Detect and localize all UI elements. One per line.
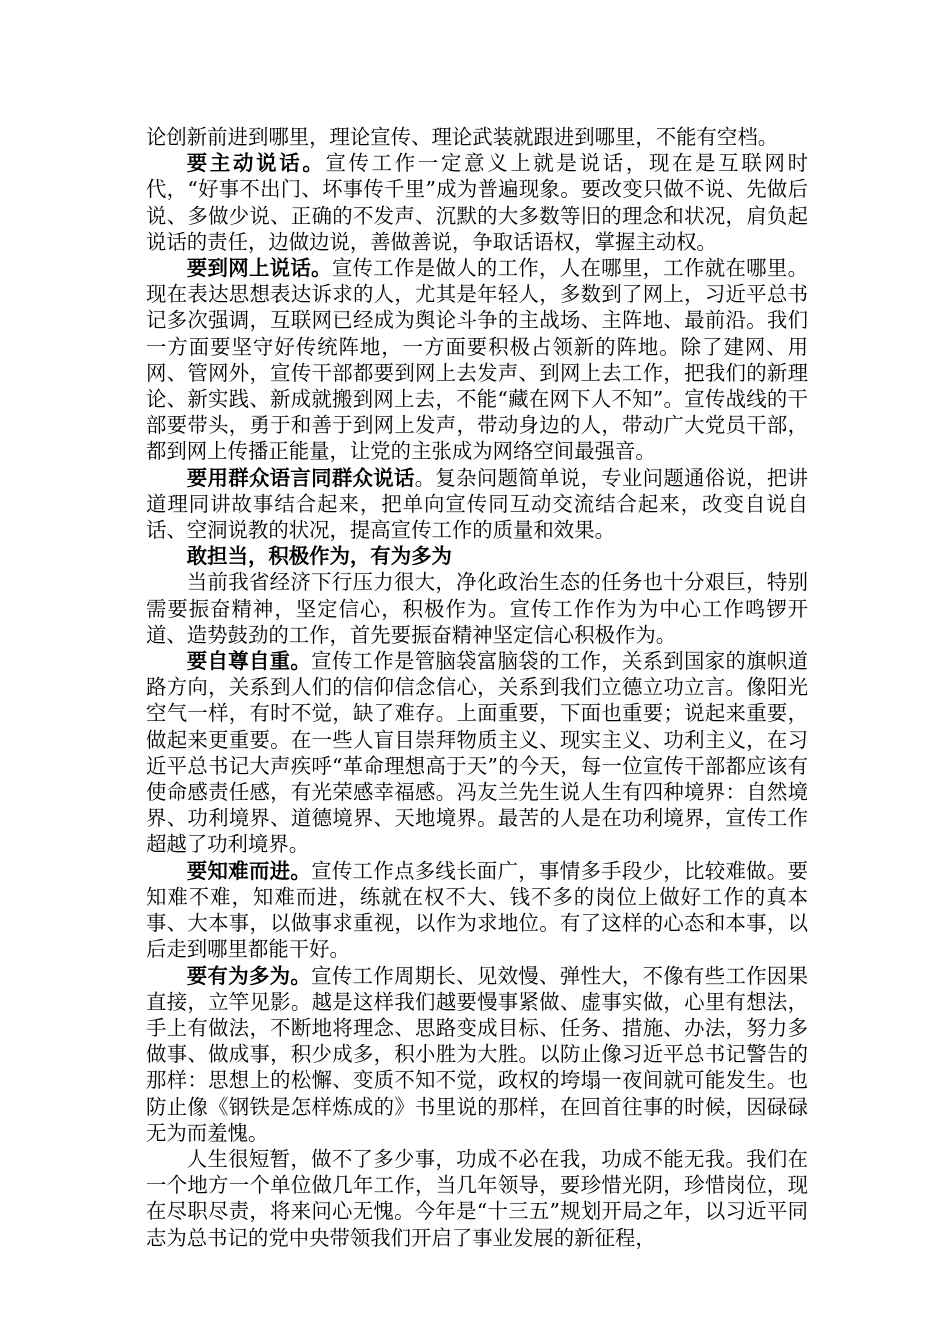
document-body <box>146 124 808 1251</box>
paragraph-6-text: 宣传工作是管脑袋富脑袋的工作，关系到国家的旗帜道路方向，关系到人们的信仰信念信心，关系到我们立德立功立言。像阳光空气一样，有时不觉，缺了难存。上面重要，下面也重要；说起来重要，做起来更重要。在一些人盲目崇拜物质主义、现实主义、功利主义，在习近平总书记大声疾呼“革命理想高于天”的今天，每一位宣传干部都应该有使命感责任感，有光荣感幸福感。冯友兰先生说人生有四种境界：自然境界、功利境界、道德境界、天地境界。最苦的人是在功利境界，宣传工作超越了功利境界。 <box>146 649 809 857</box>
section-heading <box>146 543 808 569</box>
paragraph-1 <box>146 124 808 150</box>
paragraph-4-lead: 要用群众语言同群众说话 <box>186 465 415 490</box>
paragraph-7 <box>146 858 808 963</box>
paragraph-3-lead: 要到网上说话。 <box>186 256 332 281</box>
paragraph-2 <box>146 150 808 255</box>
paragraph-8-lead: 要有为多为。 <box>186 963 312 988</box>
paragraph-7-text: 宣传工作点多线长面广，事情多手段少，比较难做。要知难不难，知难而进，练就在权不大、钱不多的岗位上做好工作的真本事、大本事，以做事求重视，以作为求地位。有了这样的心态和本事，以后走到哪里都能干好。 <box>146 858 809 962</box>
section-heading-text: 敢担当，积极作为，有为多为 <box>186 544 452 569</box>
paragraph-4 <box>146 465 808 544</box>
paragraph-4-text: 。复杂问题简单说，专业问题通俗说，把讲道理同讲故事结合起来，把单向宣传同互动交流结合起来，改变自说自话、空洞说教的状况，提高宣传工作的质量和效果。 <box>146 465 809 543</box>
paragraph-2-text: 宣传工作一定意义上就是说话，现在是互联网时代，“好事不出门、坏事传千里”成为普遍现象。要改变只做不说、先做后说、多做少说、正确的不发声、沉默的大多数等旧的理念和状况，肩负起说话的责任，边做边说，善做善说，争取话语权，掌握主动权。 <box>146 151 809 254</box>
paragraph-3 <box>146 255 808 465</box>
paragraph-1-text: 论创新前进到哪里，理论宣传、理论武装就跟进到哪里，不能有空档。 <box>146 125 779 149</box>
paragraph-8-text: 宣传工作周期长、见效慢、弹性大，不像有些工作因果直接，立竿见影。越是这样我们越要慢事紧做、虚事实做，心里有想法，手上有做法，不断地将理念、思路变成目标、任务、措施、办法，努力多做事、做成事，积少成多，积小胜为大胜。以防止像习近平总书记警告的那样：思想上的松懈、变质不知不觉，政权的垮塌一夜间就可能发生。也防止像《钢铁是怎样炼成的》书里说的那样，在回首往事的时候，因碌碌无为而羞愧。 <box>146 963 809 1145</box>
paragraph-7-lead: 要知难而进。 <box>186 858 312 883</box>
paragraph-6 <box>146 648 808 858</box>
paragraph-5-text: 当前我省经济下行压力很大，净化政治生态的任务也十分艰巨，特别需要振奋精神，坚定信心，积极作为。宣传工作作为为中心工作鸣锣开道、造势鼓劲的工作，首先要振奋精神坚定信心积极作为。 <box>146 570 808 647</box>
paragraph-5 <box>146 569 808 648</box>
paragraph-9 <box>146 1146 808 1251</box>
paragraph-3-text: 宣传工作是做人的工作，人在哪里，工作就在哪里。现在表达思想表达诉求的人，尤其是年轻人，多数到了网上，习近平总书记多次强调，互联网已经成为舆论斗争的主战场、主阵地、最前沿。我们一方面要坚守好传统阵地，一方面要积极占领新的阵地。除了建网、用网、管网外，宣传干部都要到网上去发声、到网上去工作，把我们的新理论、新实践、新成就搬到网上去，不能“藏在网下人不知”。宣传战线的干部要带头，勇于和善于到网上发声，带动身边的人，带动广大党员干部，都到网上传播正能量，让党的主张成为网络空间最强音。 <box>146 256 809 464</box>
paragraph-8 <box>146 963 808 1146</box>
paragraph-6-lead: 要自尊自重。 <box>186 649 312 674</box>
paragraph-2-lead: 要主动说话。 <box>186 151 326 176</box>
paragraph-9-text: 人生很短暂，做不了多少事，功成不必在我，功成不能无我。我们在一个地方一个单位做几年工作，当几年领导，要珍惜光阴，珍惜岗位，现在尽职尽责，将来问心无愧。今年是“十三五”规划开局之年，以习近平同志为总书记的党中央带领我们开启了事业发展的新征程， <box>146 1146 808 1250</box>
